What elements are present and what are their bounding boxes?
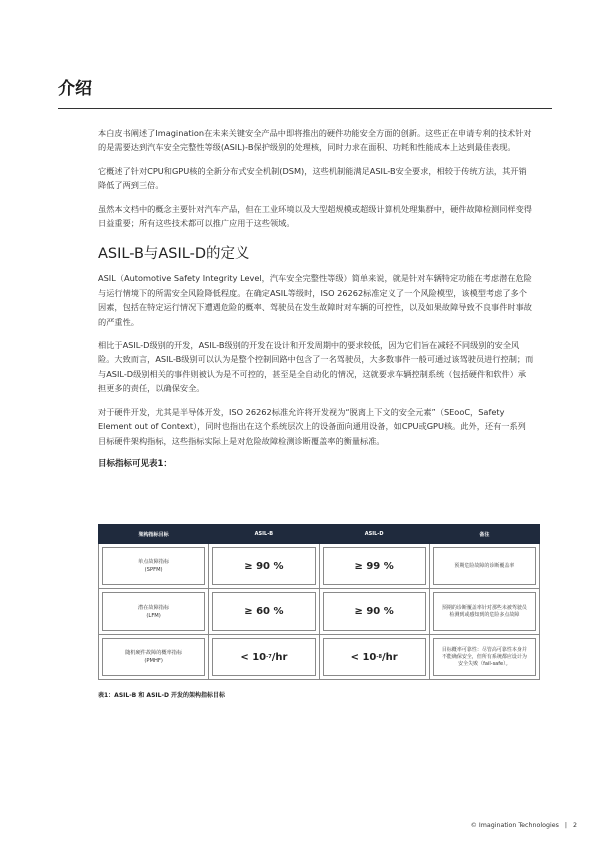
asil-d-value: ≥ 99 % bbox=[323, 547, 426, 585]
table-caption: 表1：ASIL-B 和 ASIL-D 开发的架构指标目标 bbox=[98, 692, 226, 699]
note-cell: 目标概率可靠性：尽管高可靠性本身并不能确保安全，但所有系统都应设计为安全失败（fail-safe）。 bbox=[433, 638, 536, 676]
header-notes: 备注 bbox=[429, 525, 539, 544]
footer-company: © Imagination Technologies bbox=[470, 822, 559, 829]
section-heading: ASIL-B与ASIL-D的定义 bbox=[98, 246, 250, 263]
asil-d-value: < 10 -8 /hr bbox=[323, 638, 426, 676]
section-paragraph-1: ASIL（Automotive Safety Integrity Level，汽车安全完整性等级）简单来说，就是针对车辆特定功能在考虑潜在危险与运行情境下的所需安全风险降低程度。在确定ASIL等级时，ISO 26262标准定义了一个风险模型，该模型考虑了多个因素，包括在特定运行情况下遭遇危险的概率、驾驶员在发生故障时对车辆的可控性，以及如果故障导致不良事件时事故的严重性。 bbox=[98, 273, 532, 327]
intro-paragraph-2: 它概述了针对CPU和GPU核的全新分布式安全机制(DSM)，这些机制能满足ASIL-B安全要求，相较于传统方法，其开销降低了两到三倍。 bbox=[98, 165, 527, 191]
metric-name-cell: 单点故障指标 (SPFM) bbox=[102, 547, 205, 585]
note-cell: 预期危险故障的诊断覆盖率 bbox=[433, 547, 536, 585]
section-paragraph-3: 对于硬件开发，尤其是半导体开发，ISO 26262标准允许将开发视为“脱离上下文的安全元素”（SEooC，Safety Element out of Context），同时也指出在这个系统层次上的设备面向通用设备，如CPU或GPU核。此外，还有一系列目标硬件架构指标，这些指标实际上是对危险故障检测诊断覆盖率的衡量标准。 bbox=[98, 406, 526, 446]
table-row bbox=[99, 589, 540, 635]
table-row bbox=[99, 635, 540, 680]
footer-separator: | bbox=[564, 822, 567, 829]
table-intro-label: 目标指标可见表1： bbox=[98, 458, 172, 469]
header-metric-target: 架构指标目标 bbox=[99, 525, 209, 544]
section-paragraph-2: 相比于ASIL-D级别的开发，ASIL-B级别的开发在设计和开发周期中的要求较低，因为它们旨在减轻不同级别的安全风险。大致而言，ASIL-B级别可以认为是整个控制回路中包含了一名驾驶员，大多数事件一般可通过该驾驶员进行控制；而与ASIL-D级别相关的事件则被认为是不可控的，甚至是全自动化的情况，这就要求车辆控制系统（包括硬件和软件）承担更多的责任，以确保安全。 bbox=[98, 340, 534, 394]
page-number: 2 bbox=[572, 822, 577, 829]
header-asil-b: ASIL-B bbox=[209, 525, 319, 544]
intro-paragraph-1: 本白皮书阐述了Imagination在未来关键安全产品中即将推出的硬件功能安全方面的创新。这些正在申请专利的技术针对的是需要达到汽车安全完整性等级(ASIL)-B保护级别的处理核，同时力求在面积、功耗和性能成本上达到最佳表现。 bbox=[98, 128, 532, 153]
asil-b-value: < 10 -7 /hr bbox=[212, 638, 315, 676]
header-asil-d: ASIL-D bbox=[319, 525, 429, 544]
page-footer bbox=[471, 822, 577, 829]
metric-name-cell: 潜在故障指标 (LFM) bbox=[102, 592, 205, 631]
asil-d-value: ≥ 90 % bbox=[323, 592, 426, 631]
note-cell: 预期的诊断覆盖率针对那些未被驾驶员检测到或感知到的危险多点故障 bbox=[433, 592, 536, 631]
asil-b-value: ≥ 60 % bbox=[212, 592, 315, 631]
main-content bbox=[98, 126, 534, 469]
page-title: 介绍 bbox=[58, 79, 92, 99]
title-divider bbox=[58, 108, 552, 109]
asil-b-value: ≥ 90 % bbox=[212, 547, 315, 585]
table-row bbox=[99, 544, 540, 589]
intro-paragraph-3: 虽然本文档中的概念主要针对汽车产品，但在工业环境以及大型超规模或超级计算机处理集群中，硬件故障检测同样变得日益重要；所有这些技术都可以推广应用于这些领域。 bbox=[98, 203, 532, 229]
metrics-table bbox=[98, 524, 540, 680]
metric-name-cell: 随机硬件故障的概率指标 (PMHF) bbox=[102, 638, 205, 676]
